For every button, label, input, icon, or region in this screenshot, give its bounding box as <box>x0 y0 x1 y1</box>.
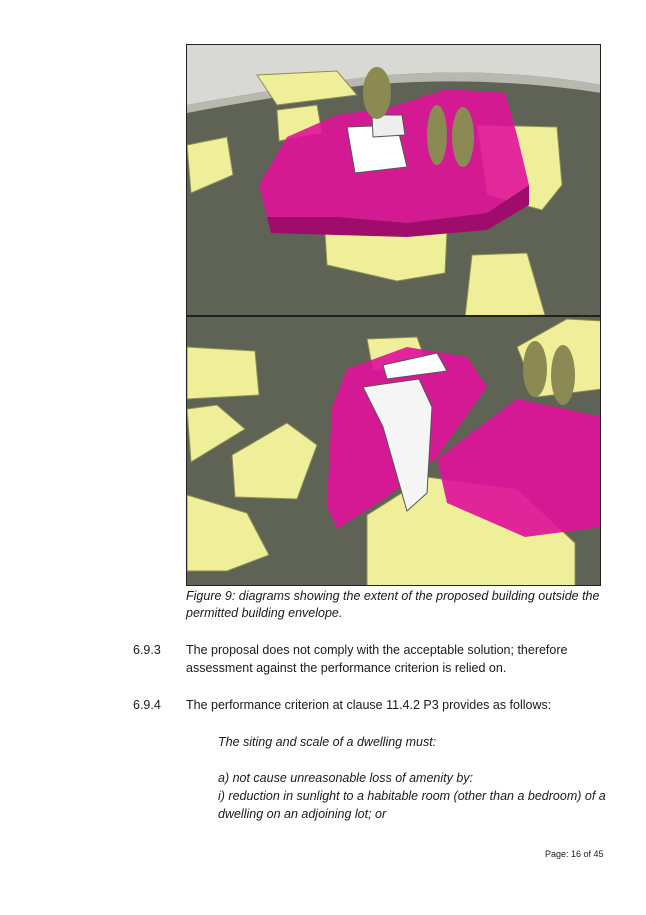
quote-line-a: a) not cause unreasonable loss of amenity by: <box>218 771 474 785</box>
envelope-diagram-aerial-1 <box>186 44 601 316</box>
paragraph-number: 6.9.4 <box>133 698 161 712</box>
paragraph-number: 6.9.3 <box>133 643 161 657</box>
quote-line-i: i) reduction in sunlight to a habitable room (other than a bedroom) of a dwelling on an adjoining lot; or <box>218 789 606 821</box>
figure-caption: Figure 9: diagrams showing the extent of the proposed building outside the permitted building envelope. <box>186 589 600 620</box>
diagram-render-2 <box>187 317 601 586</box>
page-number: Page: 16 of 45 <box>545 849 604 859</box>
diagram-render-1 <box>187 45 601 316</box>
paragraph-text: The proposal does not comply with the acceptable solution; therefore assessment against the performance criterion is relied on. <box>186 643 568 675</box>
quote-intro: The siting and scale of a dwelling must: <box>218 735 437 749</box>
envelope-diagram-aerial-2 <box>186 316 601 586</box>
paragraph-text: The performance criterion at clause 11.4.2 P3 provides as follows: <box>186 698 552 712</box>
